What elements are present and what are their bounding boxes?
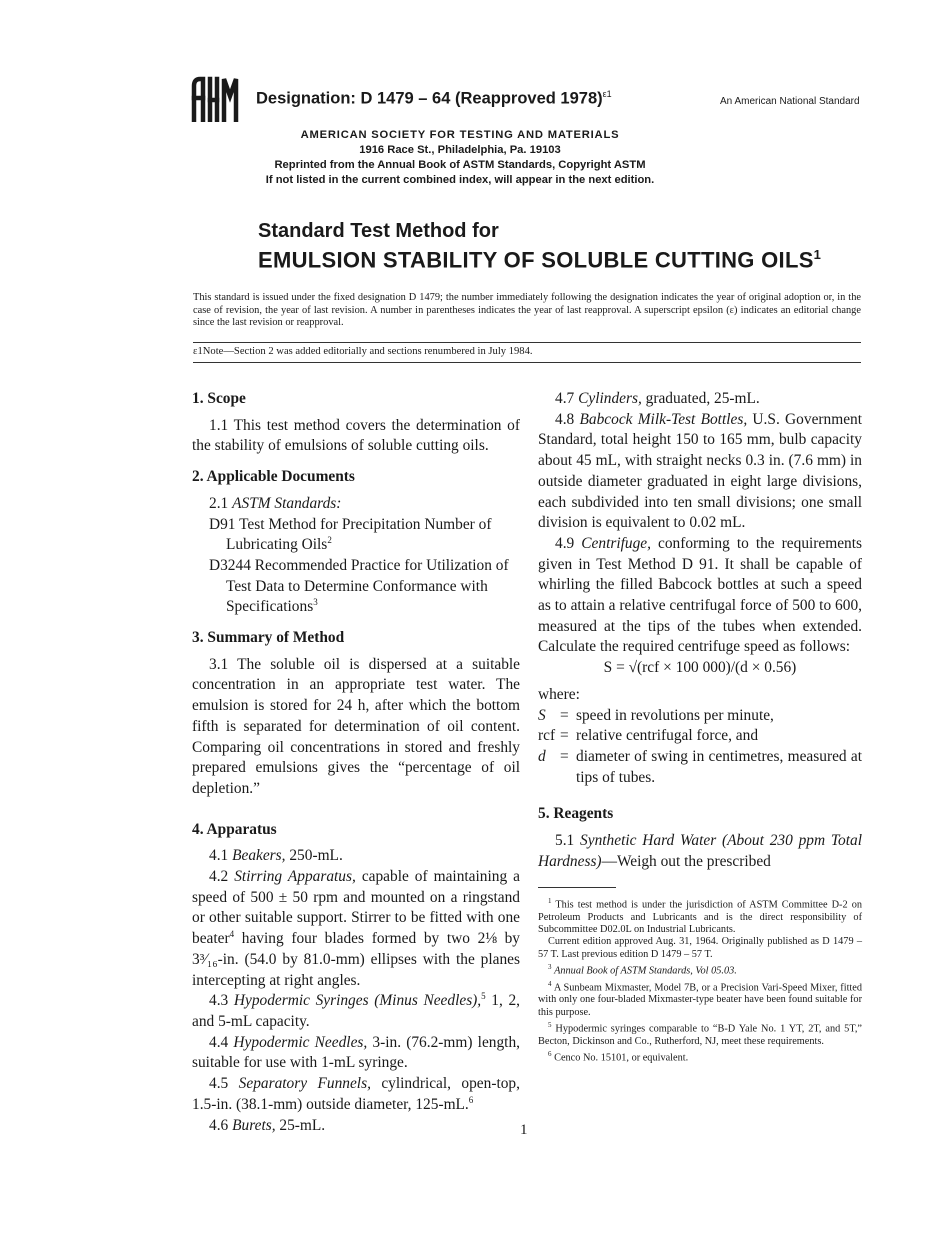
footnote-divider: [538, 887, 616, 888]
paragraph-4-8: 4.8 Babcock Milk-Test Bottles, U.S. Government Standard, total height 150 to 165 mm, bulb capacity about 45 mL, with straight necks 0.3 in. (7.6 mm) in outside diameter graduated in eight large divisions, each subdivided into ten small divisions; one small division is equivalent to 0.02 mL.: [538, 410, 862, 532]
paragraph-3-1: 3.1 The soluble oil is dispersed at a suitable concentration in an appropriate test water. The emulsion is stored for 24 h, after which the bottom fifth is separated for determination of oil content. Comparing oil concentrations in stored and freshly prepared emulsions gives the “percentage of oil depletion.”: [192, 655, 520, 797]
reprint-notice: Reprinted from the Annual Book of ASTM Standards, Copyright ASTM: [274, 159, 646, 171]
section-heading-apparatus: 4. Apparatus: [192, 820, 277, 838]
definition-rcf: rcf = relative centrifugal force, and: [538, 727, 759, 745]
right-column: [538, 389, 862, 872]
issuance-statement: This standard is issued under the fixed designation D 1479; the number immediately following the designation indicates the year of original adoption or, in the case of revision, the year of last revision. A number in parentheses indicates the year of last reapproval. A superscript epsilon (ε) indicates an editorial change since the last revision or reapproval.: [193, 292, 861, 329]
society-address: 1916 Race St., Philadelphia, Pa. 19103: [359, 144, 561, 156]
note-divider-top: [193, 342, 861, 343]
paragraph-4-9: 4.9 Centrifuge, conforming to the requirements given in Test Method D 91. It shall be capable of whirling the filled Babcock bottles at such a speed as to attain a relative centrifugal force of 500 to 600, measured at the tips of the tubes when extended. Calculate the required centrifuge speed as follows:: [538, 534, 863, 656]
note-divider-bottom: [193, 362, 861, 363]
paragraph-4-2: 4.2 Stirring Apparatus, capable of maintaining a speed of 500 ± 50 rpm and mounted on a ringstand or other suitable support. Stirrer to be fitted with one beater$^4$ having four blades formed by two 2⅛ by 3³⁄₁₆-in. (54.0 by 81.0-mm) ellipses with the planes intercepting at right angles.: [192, 868, 520, 989]
section-heading-scope: 1. Scope: [192, 390, 246, 407]
footnote-3: $^3$ Annual Book of ASTM Standards, Vol 05.03.: [548, 962, 737, 977]
left-column: [192, 389, 520, 1136]
centrifuge-formula: S = √(rcf × 100 000)/(d × 0.56): [603, 659, 797, 677]
paragraph-5-1: 5.1 Synthetic Hard Water (About 230 ppm Total Hardness)—Weigh out the prescribed: [538, 832, 862, 870]
title-line-2: EMULSION STABILITY OF SOLUBLE CUTTING OILS$^1$: [258, 247, 822, 273]
paragraph-2-1: 2.1 ASTM Standards:: [209, 494, 342, 512]
footnote-1-edition: Current edition approved Aug. 31, 1964. Originally published as D 1479 – 57 T. Last previous edition D 1479 – 57 T.: [538, 936, 862, 960]
paragraph-4-5: 4.5 Separatory Funnels, cylindrical, open-top, 1.5-in. (38.1-mm) outside diameter, 125-mL.$^6$: [192, 1075, 520, 1113]
footnotes: [538, 895, 862, 1065]
title-line-1: Standard Test Method for: [258, 220, 499, 242]
where-label: where:: [538, 685, 580, 703]
footnote-1: $^1$ This test method is under the jurisdiction of ASTM Committee D-2 on Petroleum Products and Lubricants and is the direct responsibility of Subcommittee D02.0L on Industrial Lubricants.: [538, 897, 862, 936]
reference-d91: D91 Test Method for Precipitation Number of Lubricating Oils$^2$: [209, 515, 492, 554]
paragraph-4-3: 4.3 Hypodermic Syringes (Minus Needles),$^5$ 1, 2, and 5-mL capacity.: [192, 991, 520, 1030]
section-heading-summary: 3. Summary of Method: [192, 629, 345, 647]
paragraph-4-6: 4.6 Burets, 25-mL.: [209, 1116, 326, 1134]
paragraph-4-7: 4.7 Cylinders, graduated, 25-mL.: [555, 390, 760, 407]
editorial-note: ε1Note—Section 2 was added editorially and sections renumbered in July 1984.: [193, 346, 533, 357]
definition-d: d = diameter of swing in centimetres, measured at tips of tubes.: [538, 747, 862, 786]
section-heading-applicable-documents: 2. Applicable Documents: [192, 468, 355, 486]
society-name: AMERICAN SOCIETY FOR TESTING AND MATERIALS: [300, 129, 620, 141]
definition-s: S = speed in revolutions per minute,: [538, 706, 774, 724]
national-standard-label: An American National Standard: [720, 96, 860, 107]
page-number: 1: [520, 1122, 528, 1138]
paragraph-1-1: 1.1 This test method covers the determination of the stability of emulsions of soluble cutting oils.: [192, 416, 520, 455]
society-block: [200, 128, 720, 188]
section-heading-reagents: 5. Reagents: [538, 805, 614, 823]
paragraph-4-4: 4.4 Hypodermic Needles, 3-in. (76.2-mm) length, suitable for use with 1-mL syringe.: [192, 1033, 520, 1072]
footnote-6: $^6$ Cenco No. 15101, or equivalent.: [548, 1049, 689, 1064]
footnote-4: $^4$ A Sunbeam Mixmaster, Model 7B, or a Precision Vari-Speed Mixer, fitted with only one four-bladed Mixmaster-type beater have been found suitable for this purpose.: [538, 979, 863, 1018]
footnote-5: $^5$ Hypodermic syringes comparable to “B-D Yale No. 1 YT, 2T, and 5T,” Becton, Dickinson and Co., Rutherford, NJ, meet these requirements.: [538, 1020, 862, 1047]
astm-logo: [190, 76, 240, 122]
index-note: If not listed in the current combined index, will appear in the next edition.: [265, 174, 655, 186]
reference-d3244: D3244 Recommended Practice for Utilization of Test Data to Determine Conformance with Specifications$^3$: [209, 556, 509, 616]
paragraph-4-1: 4.1 Beakers, 250-mL.: [209, 847, 343, 865]
designation: Designation: D 1479 – 64 (Reapproved 1978)$^{\varepsilon 1}$: [256, 89, 612, 108]
